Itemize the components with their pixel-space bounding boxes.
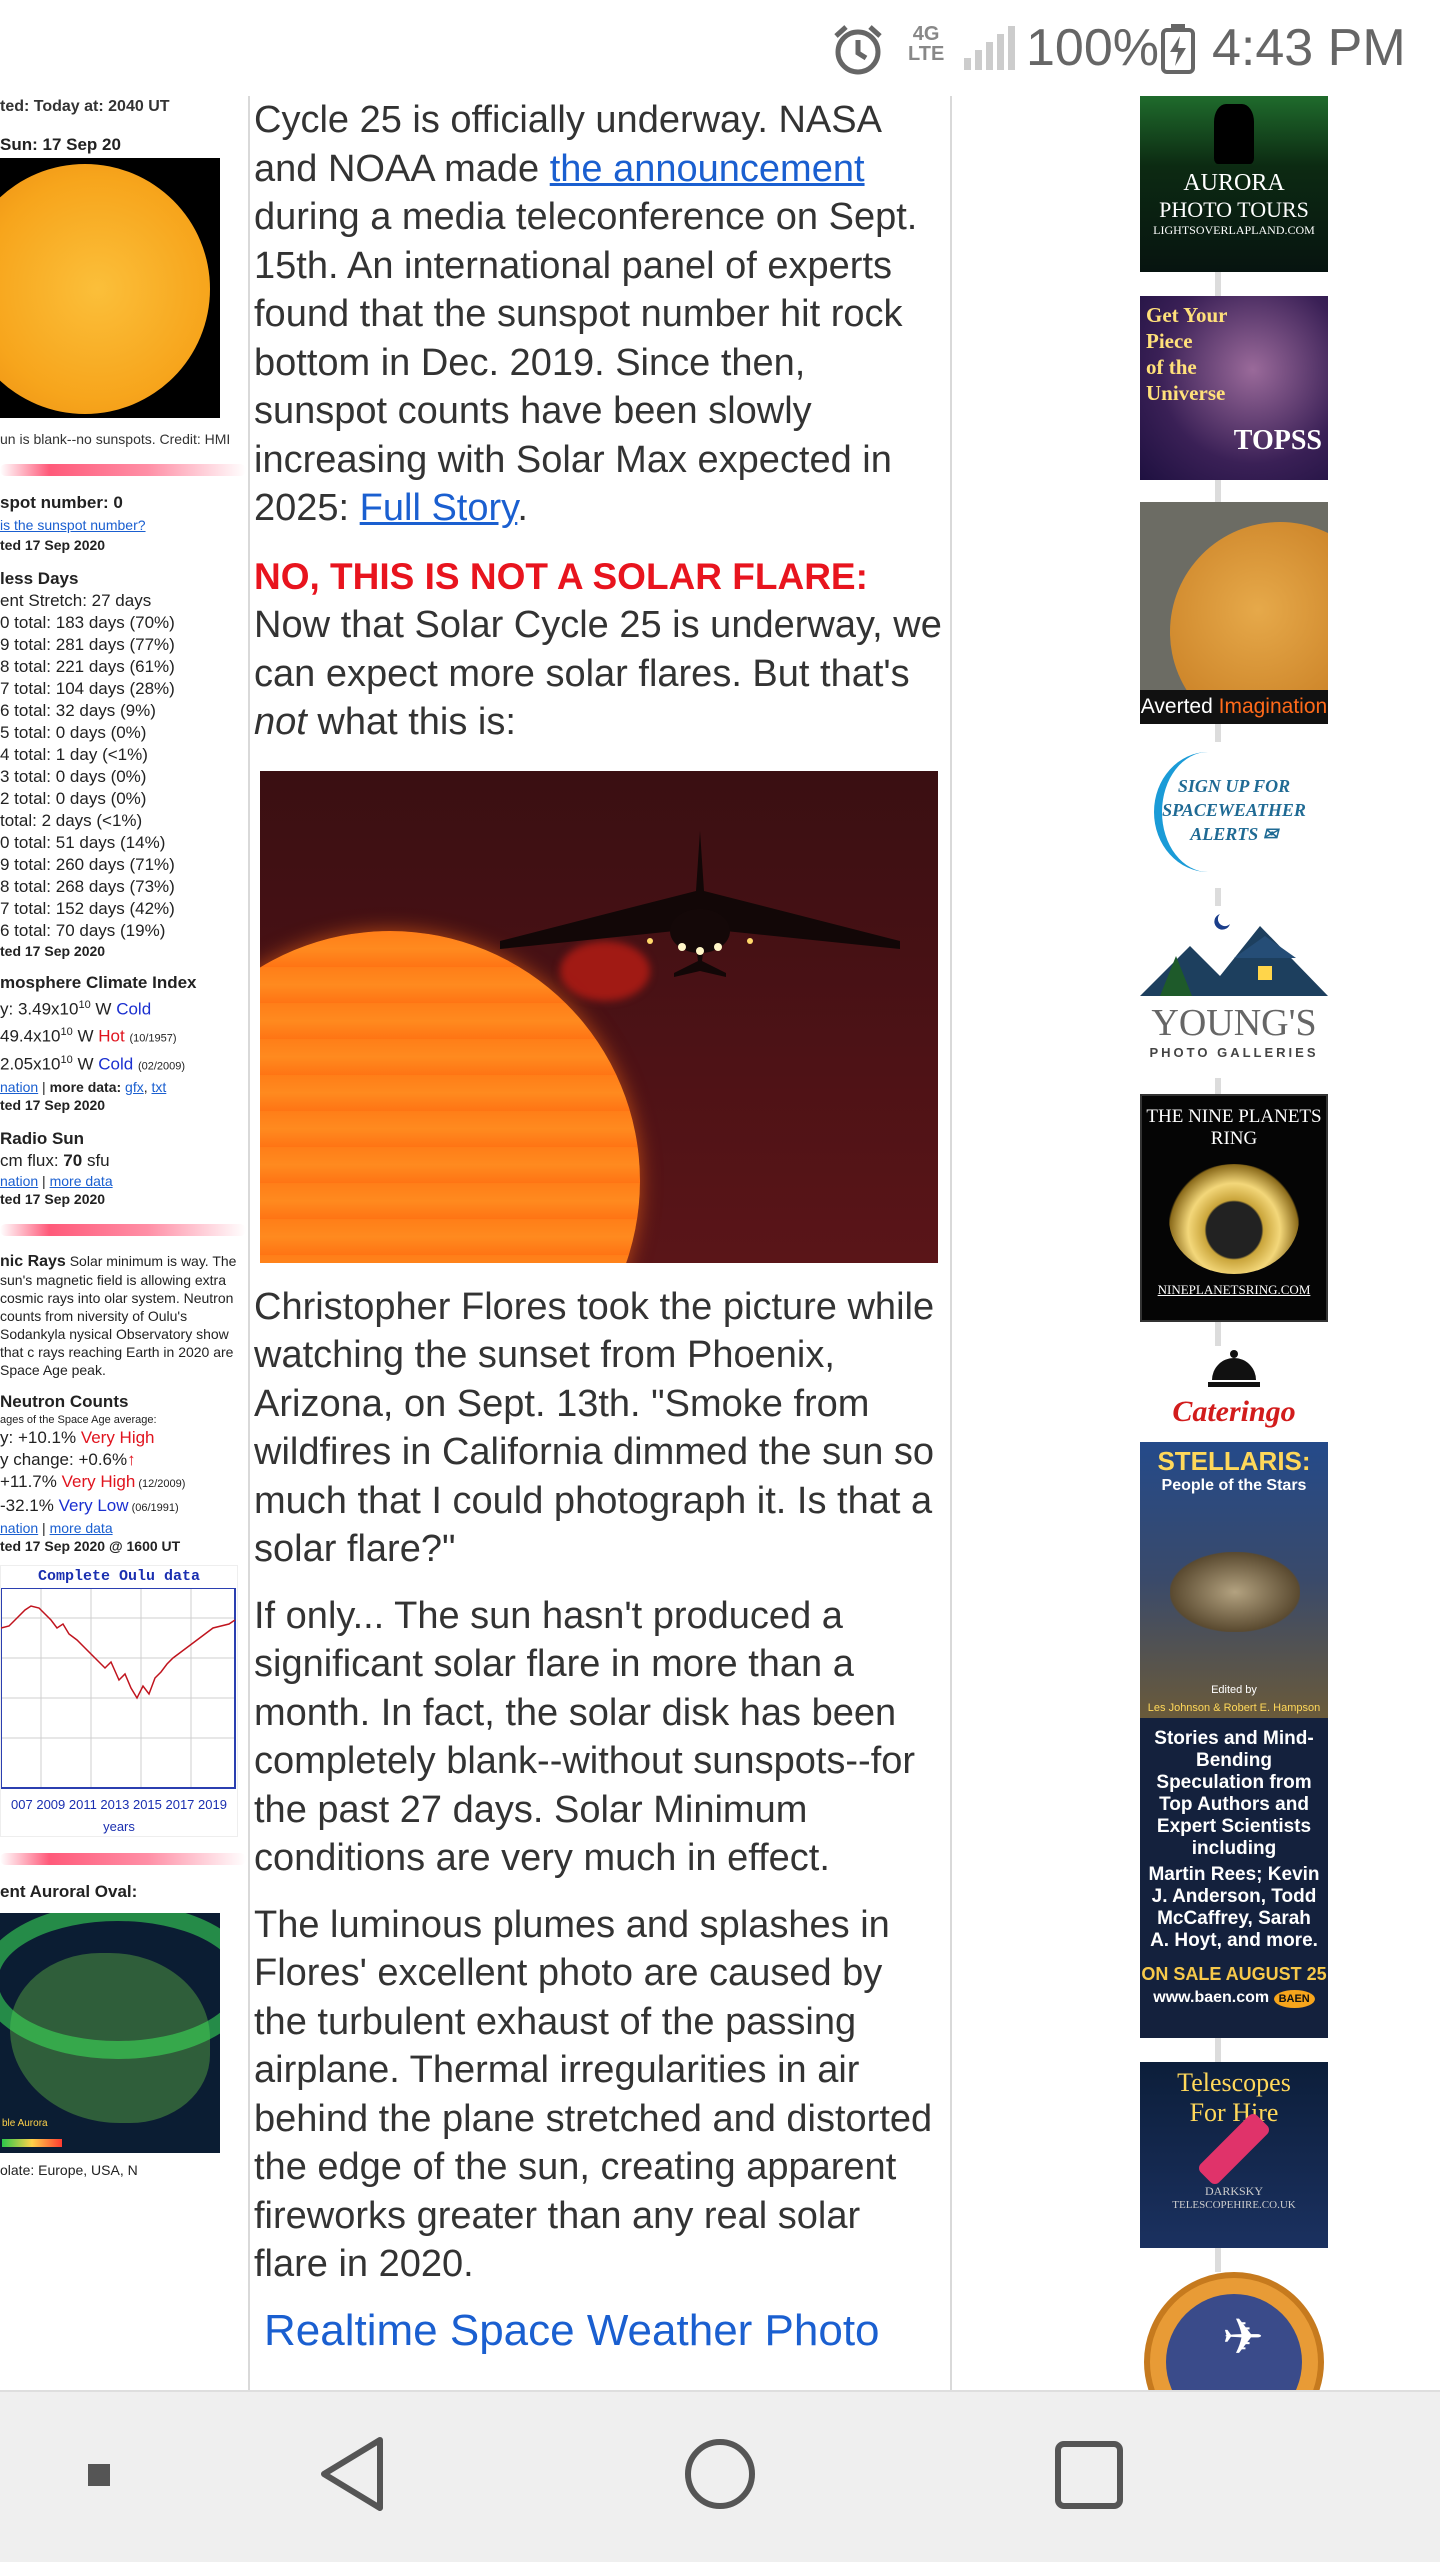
- oulu-years: 007 2009 2011 2013 2015 2017 2019: [11, 1796, 227, 1812]
- sun-label: Sun: 17 Sep 20: [0, 135, 121, 154]
- auroral-bottom: olate: Europe, USA, N: [0, 2161, 138, 2178]
- more-data-link[interactable]: more data: [49, 1172, 113, 1189]
- ad-youngs-photo-galleries[interactable]: YOUNG'S PHOTO GALLERIES: [1140, 906, 1328, 1078]
- recents-dot-button[interactable]: [88, 2464, 110, 2486]
- divider: [0, 1224, 246, 1236]
- battery-charging-icon: [1160, 24, 1196, 79]
- spotless-line: 8 total: 268 days (73%): [0, 877, 175, 896]
- lte-icon: 4G LTE: [908, 23, 945, 65]
- ad-spaceweather-alerts[interactable]: SIGN UP FOR SPACEWEATHER ALERTS ✉: [1140, 742, 1328, 888]
- spotless-line: 8 total: 221 days (61%): [0, 657, 175, 676]
- sunspot-updated: ted 17 Sep 2020: [0, 537, 106, 553]
- sunspot-number-link[interactable]: is the sunspot number?: [0, 517, 146, 533]
- mail-icon: ✉: [1262, 824, 1278, 844]
- ad-averted-imagination[interactable]: Averted Imagination: [1140, 502, 1328, 724]
- neutron-links: nation | more data: [0, 1519, 113, 1536]
- not-solar-flare-headline: NO, THIS IS NOT A SOLAR FLARE:: [254, 555, 868, 597]
- neutron-counts-title: Neutron Counts: [0, 1391, 129, 1411]
- status-bar: [0, 0, 1440, 96]
- overview-button[interactable]: [1054, 2440, 1124, 2510]
- txt-link[interactable]: txt: [151, 1078, 167, 1095]
- auroral-oval-title: ent Auroral Oval:: [0, 1881, 138, 1901]
- spaceship-art: [1170, 1552, 1300, 1632]
- sun-disk: [0, 164, 210, 414]
- spotless-line: total: 2 days (<1%): [0, 811, 143, 830]
- ad-nine-planets-ring[interactable]: THE NINE PLANETS RING NINEPLANETSRING.COM: [1140, 1094, 1328, 1322]
- thermosphere-title: mosphere Climate Index: [0, 973, 197, 992]
- baen-logo: BAEN: [1274, 1990, 1315, 2008]
- thermo-today: y: $3.49x10^{10}$ W Cold: [0, 999, 152, 1019]
- thermo-max: $49.4x10^{10}$ W Hot (10/1957): [0, 1025, 177, 1046]
- spotless-days-title: less Days: [0, 569, 79, 588]
- house-mountain-icon: [1140, 906, 1328, 996]
- divider: [0, 1853, 246, 1865]
- neutron-sub: ages of the Space Age average:: [0, 1413, 157, 1426]
- ad-aurora-photo-tours[interactable]: AURORA PHOTO TOURS LIGHTSOVERLAPLAND.COM: [1140, 96, 1328, 272]
- oulu-chart-title: Complete Oulu data: [37, 1567, 201, 1585]
- android-nav-bar: [0, 2390, 1440, 2562]
- aurora-oval: [0, 1913, 220, 2059]
- spotless-line: 4 total: 1 day (<1%): [0, 745, 148, 764]
- person-silhouette: [1214, 104, 1254, 164]
- ad-stellaris-book[interactable]: STELLARIS: People of the Stars Edited by Les Johnson & Robert E. Hampson Stories and Mind-Bending Speculation from Top Authors and Expert Scientists including Martin Rees; Kevin J. Anderson, Todd McCaffrey, Sarah A. Hoyt, and more. ON SALE AUGUST 25 www.baen.com BAEN: [1140, 1442, 1328, 2038]
- explanation-link[interactable]: nation: [0, 1519, 39, 1536]
- paragraph-luminous-plumes: The luminous plumes and splashes in Flores' excellent photo are caused by the turbulent exhaust of the passing airplane. Thermal irregularities in air behind the plane stretched and distorted the edge of the sun, creating apparent fireworks greater than any real solar flare in 2020.: [254, 1903, 933, 2285]
- neutron-change: y change: +0.6%↑: [0, 1449, 136, 1469]
- left-sidebar: [0, 96, 246, 2390]
- realtime-photo-heading[interactable]: Realtime Space Weather Photo: [264, 2306, 880, 2355]
- paragraph-if-only: If only... The sun hasn't produced a significant solar flare in more than a month. In fact, the solar disk has been completely blank--without sunspots--for the past 27 days. Solar Minimum conditions are very much in effect.: [254, 1594, 916, 1879]
- neutron-min: -32.1% Very Low (06/1991): [0, 1495, 179, 1515]
- auroral-oval-map[interactable]: [0, 1913, 220, 2153]
- spotless-line: 3 total: 0 days (0%): [0, 767, 147, 786]
- ring-image: [1169, 1164, 1299, 1274]
- spotless-line: 6 total: 32 days (9%): [0, 701, 156, 720]
- sun-image[interactable]: [0, 158, 220, 418]
- radio-updated: ted 17 Sep 2020: [0, 1190, 106, 1207]
- cosmic-rays-text: nic Rays Solar minimum is way. The sun's magnetic field is allowing extra cosmic rays into olar system. Neutron counts from niversity of Oulu's Sodankyla nysical Observatory show that c rays reaching Earth in 2020 are Space Age peak.: [0, 1252, 237, 1378]
- updated-text: ted: Today at: 2040 UT: [0, 98, 170, 115]
- cloche-icon: [1204, 1346, 1264, 1390]
- oulu-xlabel: years: [103, 1818, 135, 1834]
- back-button[interactable]: [318, 2436, 388, 2512]
- neutron-max: +11.7% Very High (12/2009): [0, 1471, 186, 1491]
- column-divider: [950, 96, 952, 2390]
- oulu-chart-plot: [1, 1588, 237, 1798]
- main-article: [254, 60, 944, 2390]
- sunspot-number: spot number: 0: [0, 493, 123, 512]
- neutron-updated: ted 17 Sep 2020 @ 1600 UT: [0, 1537, 181, 1554]
- divider: [0, 464, 246, 476]
- column-divider: [248, 96, 250, 2390]
- gfx-link[interactable]: gfx: [125, 1078, 144, 1095]
- thermo-min: $2.05x10^{10}$ W Cold (02/2009): [0, 1054, 186, 1074]
- spotless-line: 5 total: 0 days (0%): [0, 723, 147, 742]
- radio-sun-title: Radio Sun: [0, 1128, 85, 1148]
- auroral-caption: ble Aurora: [2, 2117, 48, 2129]
- full-story-link[interactable]: Full Story: [359, 487, 518, 529]
- battery-percent: 100%: [1026, 19, 1159, 77]
- spotless-line: 7 total: 104 days (28%): [0, 679, 175, 698]
- signal-icon: [962, 26, 1016, 77]
- announcement-link[interactable]: the announcement: [549, 147, 865, 190]
- sun-caption: un is blank--no sunspots. Credit: HMI: [0, 431, 231, 447]
- spotless-line: 7 total: 152 days (42%): [0, 899, 175, 918]
- more-data-link[interactable]: more data: [49, 1519, 113, 1536]
- ad-topss[interactable]: Get Your Piece of the Universe TOPSS: [1140, 296, 1328, 480]
- right-ads-column: [1140, 96, 1330, 2390]
- thermo-updated: ted 17 Sep 2020: [0, 1096, 106, 1113]
- paragraph-solar-cycle: Cycle 25 is officially underway. NASA and NOAA made the announcement during a media teleconference on Sept. 15th. An international panel of experts found that the sunspot number hit rock bottom in Dec. 2019. Since then, sunspot counts have been slowly increasing with Solar Max expected in 2025: Full Story.: [254, 99, 918, 529]
- spotless-line: 6 total: 70 days (19%): [0, 921, 166, 940]
- spotless-line: 0 total: 51 days (14%): [0, 833, 166, 852]
- airplane-icon: ✈: [1222, 2309, 1264, 2365]
- ad-telescopes-for-hire[interactable]: Telescopes For Hire DARKSKY TELESCOPEHIRE.CO.UK: [1140, 2062, 1328, 2248]
- oulu-chart[interactable]: [0, 1565, 238, 1837]
- paragraph-photographer: Christopher Flores took the picture while watching the sunset from Phoenix, Arizona, on Sept. 13th. "Smoke from wildfires in California dimmed the sun so much that I could photograph it. Is that a solar flare?": [254, 1285, 935, 1570]
- clock: 4:43 PM: [1212, 19, 1406, 77]
- spotless-line: 0 total: 183 days (70%): [0, 613, 175, 632]
- thermo-links: nation | more data: gfx, txt: [0, 1078, 167, 1095]
- spotless-line: 9 total: 260 days (71%): [0, 855, 175, 874]
- explanation-link[interactable]: nation: [0, 1172, 39, 1189]
- alarm-icon: [830, 22, 886, 83]
- explanation-link[interactable]: nation: [0, 1078, 39, 1095]
- radio-links: nation | more data: [0, 1172, 113, 1189]
- airplane-sun-photo[interactable]: [260, 771, 938, 1263]
- home-button[interactable]: [682, 2436, 758, 2512]
- ad-cateringo[interactable]: Cateringo: [1140, 1346, 1328, 1446]
- airplane-icon: [490, 821, 910, 981]
- aurora-scale: [2, 2139, 62, 2147]
- radio-flux: cm flux: 70 sfu: [0, 1150, 110, 1170]
- paragraph-not-solar-flare: NO, THIS IS NOT A SOLAR FLARE: Now that Solar Cycle 25 is underway, we can expect more solar flares. But that's not what this is:: [254, 555, 942, 743]
- neutron-today: y: +10.1% Very High: [0, 1427, 155, 1447]
- spotless-updated: ted 17 Sep 2020: [0, 943, 106, 959]
- spotless-line: 2 total: 0 days (0%): [0, 789, 147, 808]
- spotless-line: 9 total: 281 days (77%): [0, 635, 175, 654]
- alert-swoosh: [1154, 752, 1262, 872]
- spotless-line: ent Stretch: 27 days: [0, 591, 152, 610]
- ad-airplane-circle[interactable]: [1140, 2272, 1328, 2390]
